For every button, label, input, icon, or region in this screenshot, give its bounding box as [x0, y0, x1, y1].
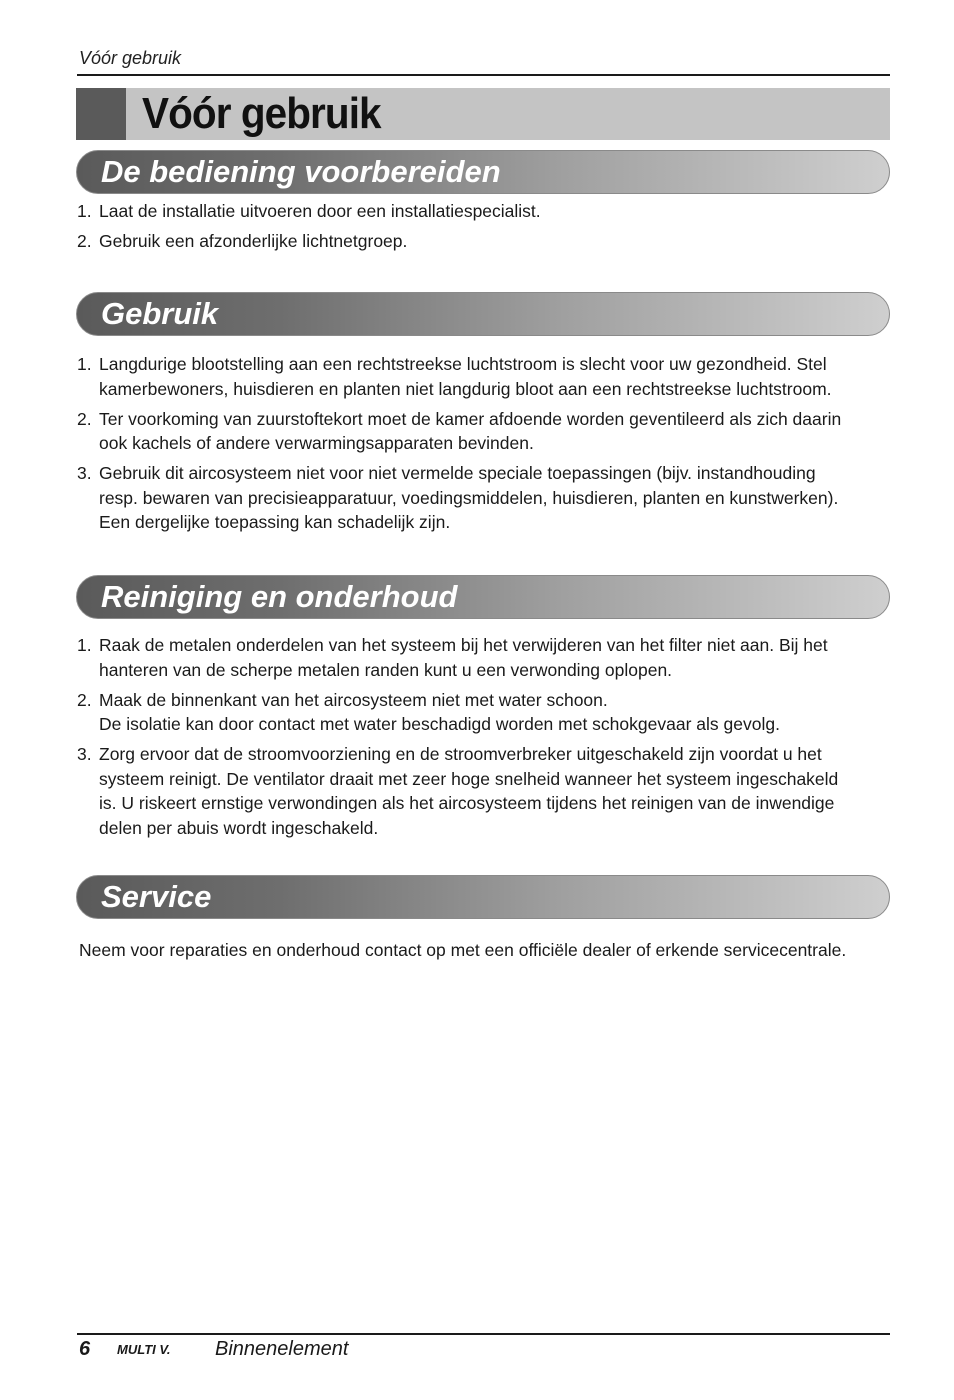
item-text-line: Raak de metalen onderdelen van het systeem bij het verwijderen van het filter niet aan. Bij het	[99, 635, 828, 655]
title-accent-block	[76, 88, 126, 140]
item-text-line: De isolatie kan door contact met water beschadigd worden met schokgevaar als gevolg.	[99, 714, 780, 734]
section-header-usage	[76, 292, 890, 336]
service-text: Neem voor reparaties en onderhoud contact op met een officiële dealer of erkende servicecentrale.	[79, 940, 847, 960]
item-text-line: delen per abuis wordt ingeschakeld.	[99, 817, 379, 838]
item-text-line: Gebruik dit aircosysteem niet voor niet vermelde speciale toepassingen (bijv. instandhouding	[99, 463, 816, 483]
item-text-line: Maak de binnenkant van het aircosysteem niet met water schoon.	[99, 689, 608, 710]
list-item	[77, 407, 877, 456]
page-title-bar	[76, 88, 890, 140]
list-item	[77, 229, 877, 254]
list-item	[77, 742, 877, 840]
item-number: 1.	[77, 201, 92, 221]
item-text-line: is. U riskeert ernstige verwondingen als het aircosysteem tijdens het reinigen van de inwendige	[99, 793, 835, 813]
section-header-preparation	[76, 150, 890, 194]
footer-subtitle: Binnenelement	[215, 1337, 349, 1360]
item-text-line: Zorg ervoor dat de stroomvoorziening en de stroomverbreker uitgeschakeld zijn voordat u het	[99, 744, 822, 764]
item-text: Laat de installatie uitvoeren door een installatiespecialist.	[99, 201, 541, 221]
item-number: 2.	[77, 689, 92, 710]
footer-rule	[77, 1333, 890, 1335]
item-text-line: Een dergelijke toepassing kan schadelijk zijn.	[99, 512, 451, 532]
list-item	[77, 688, 877, 737]
header-rule	[77, 74, 890, 76]
preparation-list	[77, 199, 877, 259]
item-text-line: kamerbewoners, huisdieren en planten niet langdurig bloot aan een rechtstreekse luchtstroom.	[99, 378, 832, 399]
page-title: Vóór gebruik	[142, 89, 381, 138]
section-header-maintenance	[76, 575, 890, 619]
item-text-line: Ter voorkoming van zuurstoftekort moet de kamer afdoende worden geventileerd als zich daarin	[99, 408, 842, 429]
page-footer	[79, 1336, 348, 1362]
item-text-line: Langdurige blootstelling aan een rechtstreekse luchtstroom is slecht voor uw gezondheid. Stel	[99, 354, 827, 374]
item-number: 1.	[77, 635, 92, 655]
item-number: 2.	[77, 408, 92, 429]
brand-logo	[117, 1341, 207, 1357]
section-header-service	[76, 875, 890, 919]
item-number: 2.	[77, 231, 92, 251]
item-text: Gebruik een afzonderlijke lichtnetgroep.	[99, 231, 408, 251]
section-title: Service	[101, 879, 212, 914]
svg-text:MULTI V.: MULTI V.	[117, 1342, 171, 1357]
item-text-line: ook kachels of andere verwarmingsapparaten bevinden.	[99, 433, 534, 453]
item-number: 1.	[77, 354, 92, 374]
section-title: Reiniging en onderhoud	[101, 579, 458, 614]
section-title: De bediening voorbereiden	[101, 154, 501, 189]
item-number: 3.	[77, 744, 92, 764]
maintenance-list	[77, 633, 877, 846]
page-number: 6	[79, 1337, 91, 1360]
usage-list	[77, 352, 877, 540]
list-item	[77, 352, 877, 401]
running-header: Vóór gebruik	[79, 48, 182, 68]
list-item	[77, 633, 877, 682]
section-title: Gebruik	[101, 296, 219, 331]
list-item	[77, 461, 877, 535]
list-item	[77, 199, 877, 224]
item-number: 3.	[77, 463, 92, 483]
item-text-line: hanteren van de scherpe metalen randen kunt u een verwonding oplopen.	[99, 659, 673, 680]
item-text-line: systeem reinigt. De ventilator draait met zeer hoge snelheid wanneer het systeem ingeschakeld	[99, 768, 839, 789]
item-text-line: resp. bewaren van precisieapparatuur, voedingsmiddelen, huisdieren, planten en kunstwerken).	[99, 487, 839, 508]
